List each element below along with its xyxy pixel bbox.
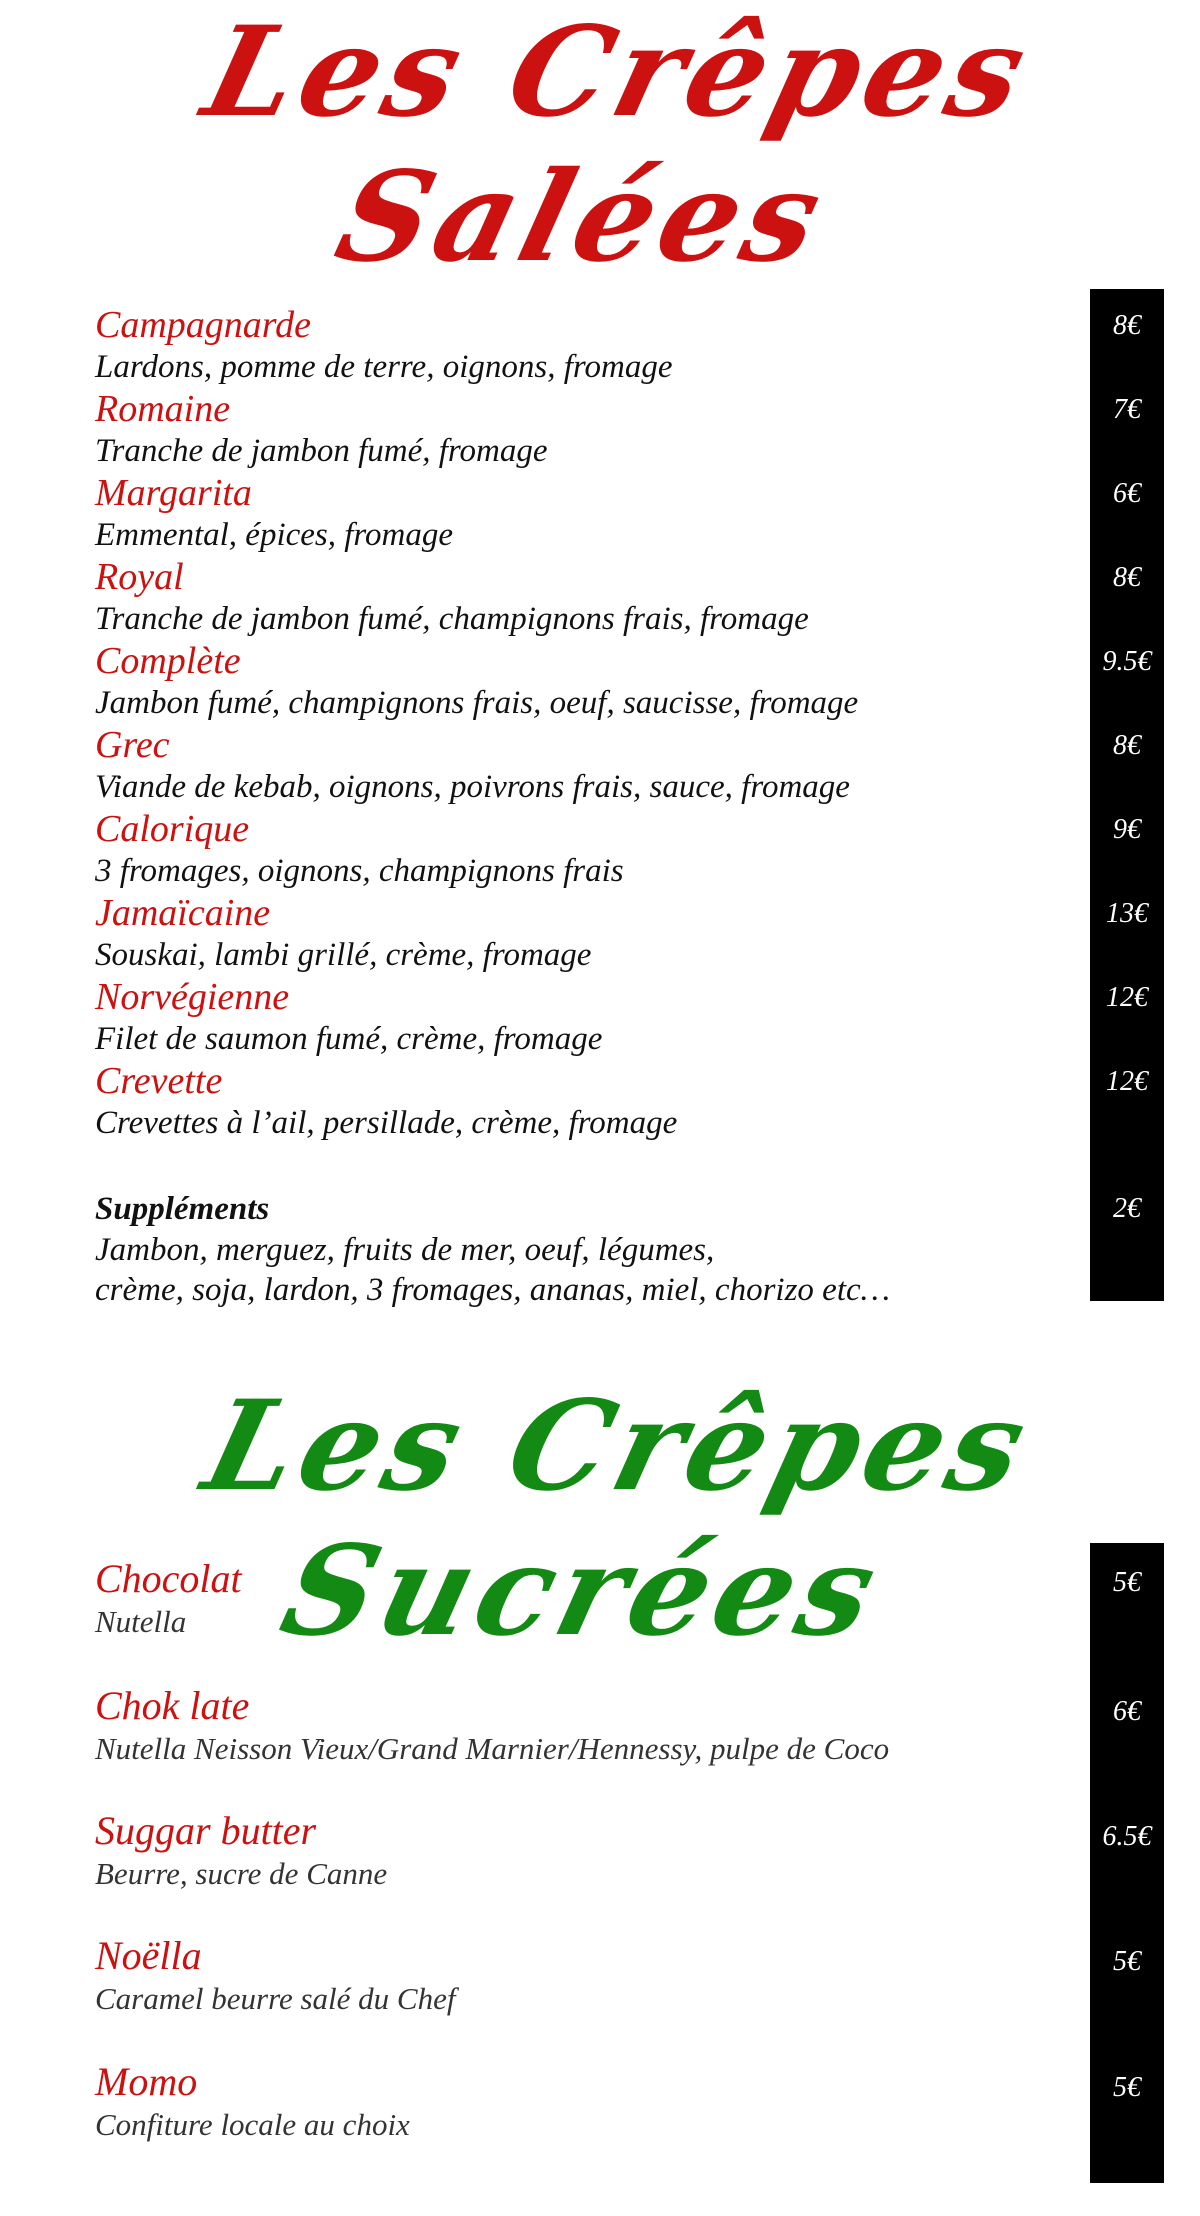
- item-description: Souskai, lambi grillé, crème, fromage: [95, 937, 592, 973]
- item-description: 3 fromages, oignons, champignons frais: [95, 853, 624, 889]
- item-name: Chok late: [95, 1683, 250, 1728]
- item-description: Crevettes à l’ail, persillade, crème, fromage: [95, 1105, 678, 1141]
- item-price: 9.5€: [1102, 646, 1152, 677]
- item-name: Romaine: [95, 388, 231, 430]
- item-name: Grec: [95, 724, 170, 766]
- item-description: Viande de kebab, oignons, poivrons frais, sauce, fromage: [95, 769, 850, 805]
- item-price: 5€: [1113, 2072, 1141, 2103]
- item-description: Tranche de jambon fumé, champignons frais, fromage: [95, 601, 809, 637]
- menu-item: [95, 1808, 1075, 1894]
- item-description: Caramel beurre salé du Chef: [95, 1981, 456, 2016]
- item-description: Emmental, épices, fromage: [95, 517, 454, 553]
- menu-item: [95, 387, 1075, 471]
- price-column-bar: [1090, 289, 1164, 1301]
- menu-item: [95, 1059, 1075, 1143]
- item-name: Complète: [95, 640, 241, 682]
- item-price: 8€: [1113, 730, 1141, 761]
- menu-item: [95, 1933, 1075, 2019]
- menu-item: [95, 1683, 1075, 1769]
- menu-item: [95, 303, 1075, 387]
- menu-item: [95, 1556, 1075, 1642]
- item-description: Confiture locale au choix: [95, 2107, 410, 2142]
- item-name: Norvégienne: [95, 976, 290, 1018]
- item-description: Nutella Neisson Vieux/Grand Marnier/Hennessy, pulpe de Coco: [95, 1731, 890, 1766]
- item-name: Campagnarde: [95, 304, 312, 346]
- item-name: Suggar butter: [95, 1808, 317, 1853]
- item-name: Crevette: [95, 1060, 223, 1102]
- item-price: 12€: [1106, 982, 1148, 1013]
- supplements-block: [95, 1188, 1075, 1310]
- item-description: Jambon fumé, champignons frais, oeuf, saucisse, fromage: [95, 685, 859, 721]
- item-price: 6.5€: [1102, 1821, 1152, 1852]
- item-description: Tranche de jambon fumé, fromage: [95, 433, 548, 469]
- item-price: 6€: [1113, 1696, 1141, 1727]
- item-description: Beurre, sucre de Canne: [95, 1856, 388, 1891]
- supplements-price: 2€: [1113, 1193, 1141, 1224]
- menu-item: [95, 975, 1075, 1059]
- item-price: 7€: [1113, 394, 1141, 425]
- menu-item: [95, 891, 1075, 975]
- item-description: Filet de saumon fumé, crème, fromage: [95, 1021, 603, 1057]
- item-price: 13€: [1106, 898, 1148, 929]
- supplements-list-line2: crème, soja, lardon, 3 fromages, ananas, miel, chorizo etc…: [95, 1272, 890, 1308]
- item-price: 6€: [1113, 478, 1141, 509]
- supplements-list-line1: Jambon, merguez, fruits de mer, oeuf, légumes,: [95, 1232, 715, 1268]
- item-price: 8€: [1113, 310, 1141, 341]
- item-price: 5€: [1113, 1567, 1141, 1598]
- menu-item: [95, 723, 1075, 807]
- item-name: Chocolat: [95, 1556, 242, 1601]
- item-description: Nutella: [95, 1604, 187, 1639]
- item-name: Margarita: [95, 472, 252, 514]
- menu-item: [95, 555, 1075, 639]
- item-price: 9€: [1113, 814, 1141, 845]
- menu-item: [95, 639, 1075, 723]
- item-name: Noëlla: [95, 1933, 202, 1978]
- section-title-crepes-sucrees: Les Crêpes Sucrées: [191, 1374, 1045, 1664]
- item-name: Royal: [95, 556, 184, 598]
- item-name: Jamaïcaine: [95, 892, 271, 934]
- item-price: 5€: [1113, 1946, 1141, 1977]
- item-name: Calorique: [95, 808, 250, 850]
- menu-item: [95, 807, 1075, 891]
- section-title-crepes-salees: Les Crêpes Salées: [191, 0, 1045, 290]
- item-name: Momo: [95, 2059, 198, 2104]
- item-price: 8€: [1113, 562, 1141, 593]
- menu-item: [95, 2059, 1075, 2145]
- supplements-title: Suppléments: [95, 1191, 270, 1227]
- item-description: Lardons, pomme de terre, oignons, fromage: [95, 349, 673, 385]
- menu-item: [95, 471, 1075, 555]
- item-price: 12€: [1106, 1066, 1148, 1097]
